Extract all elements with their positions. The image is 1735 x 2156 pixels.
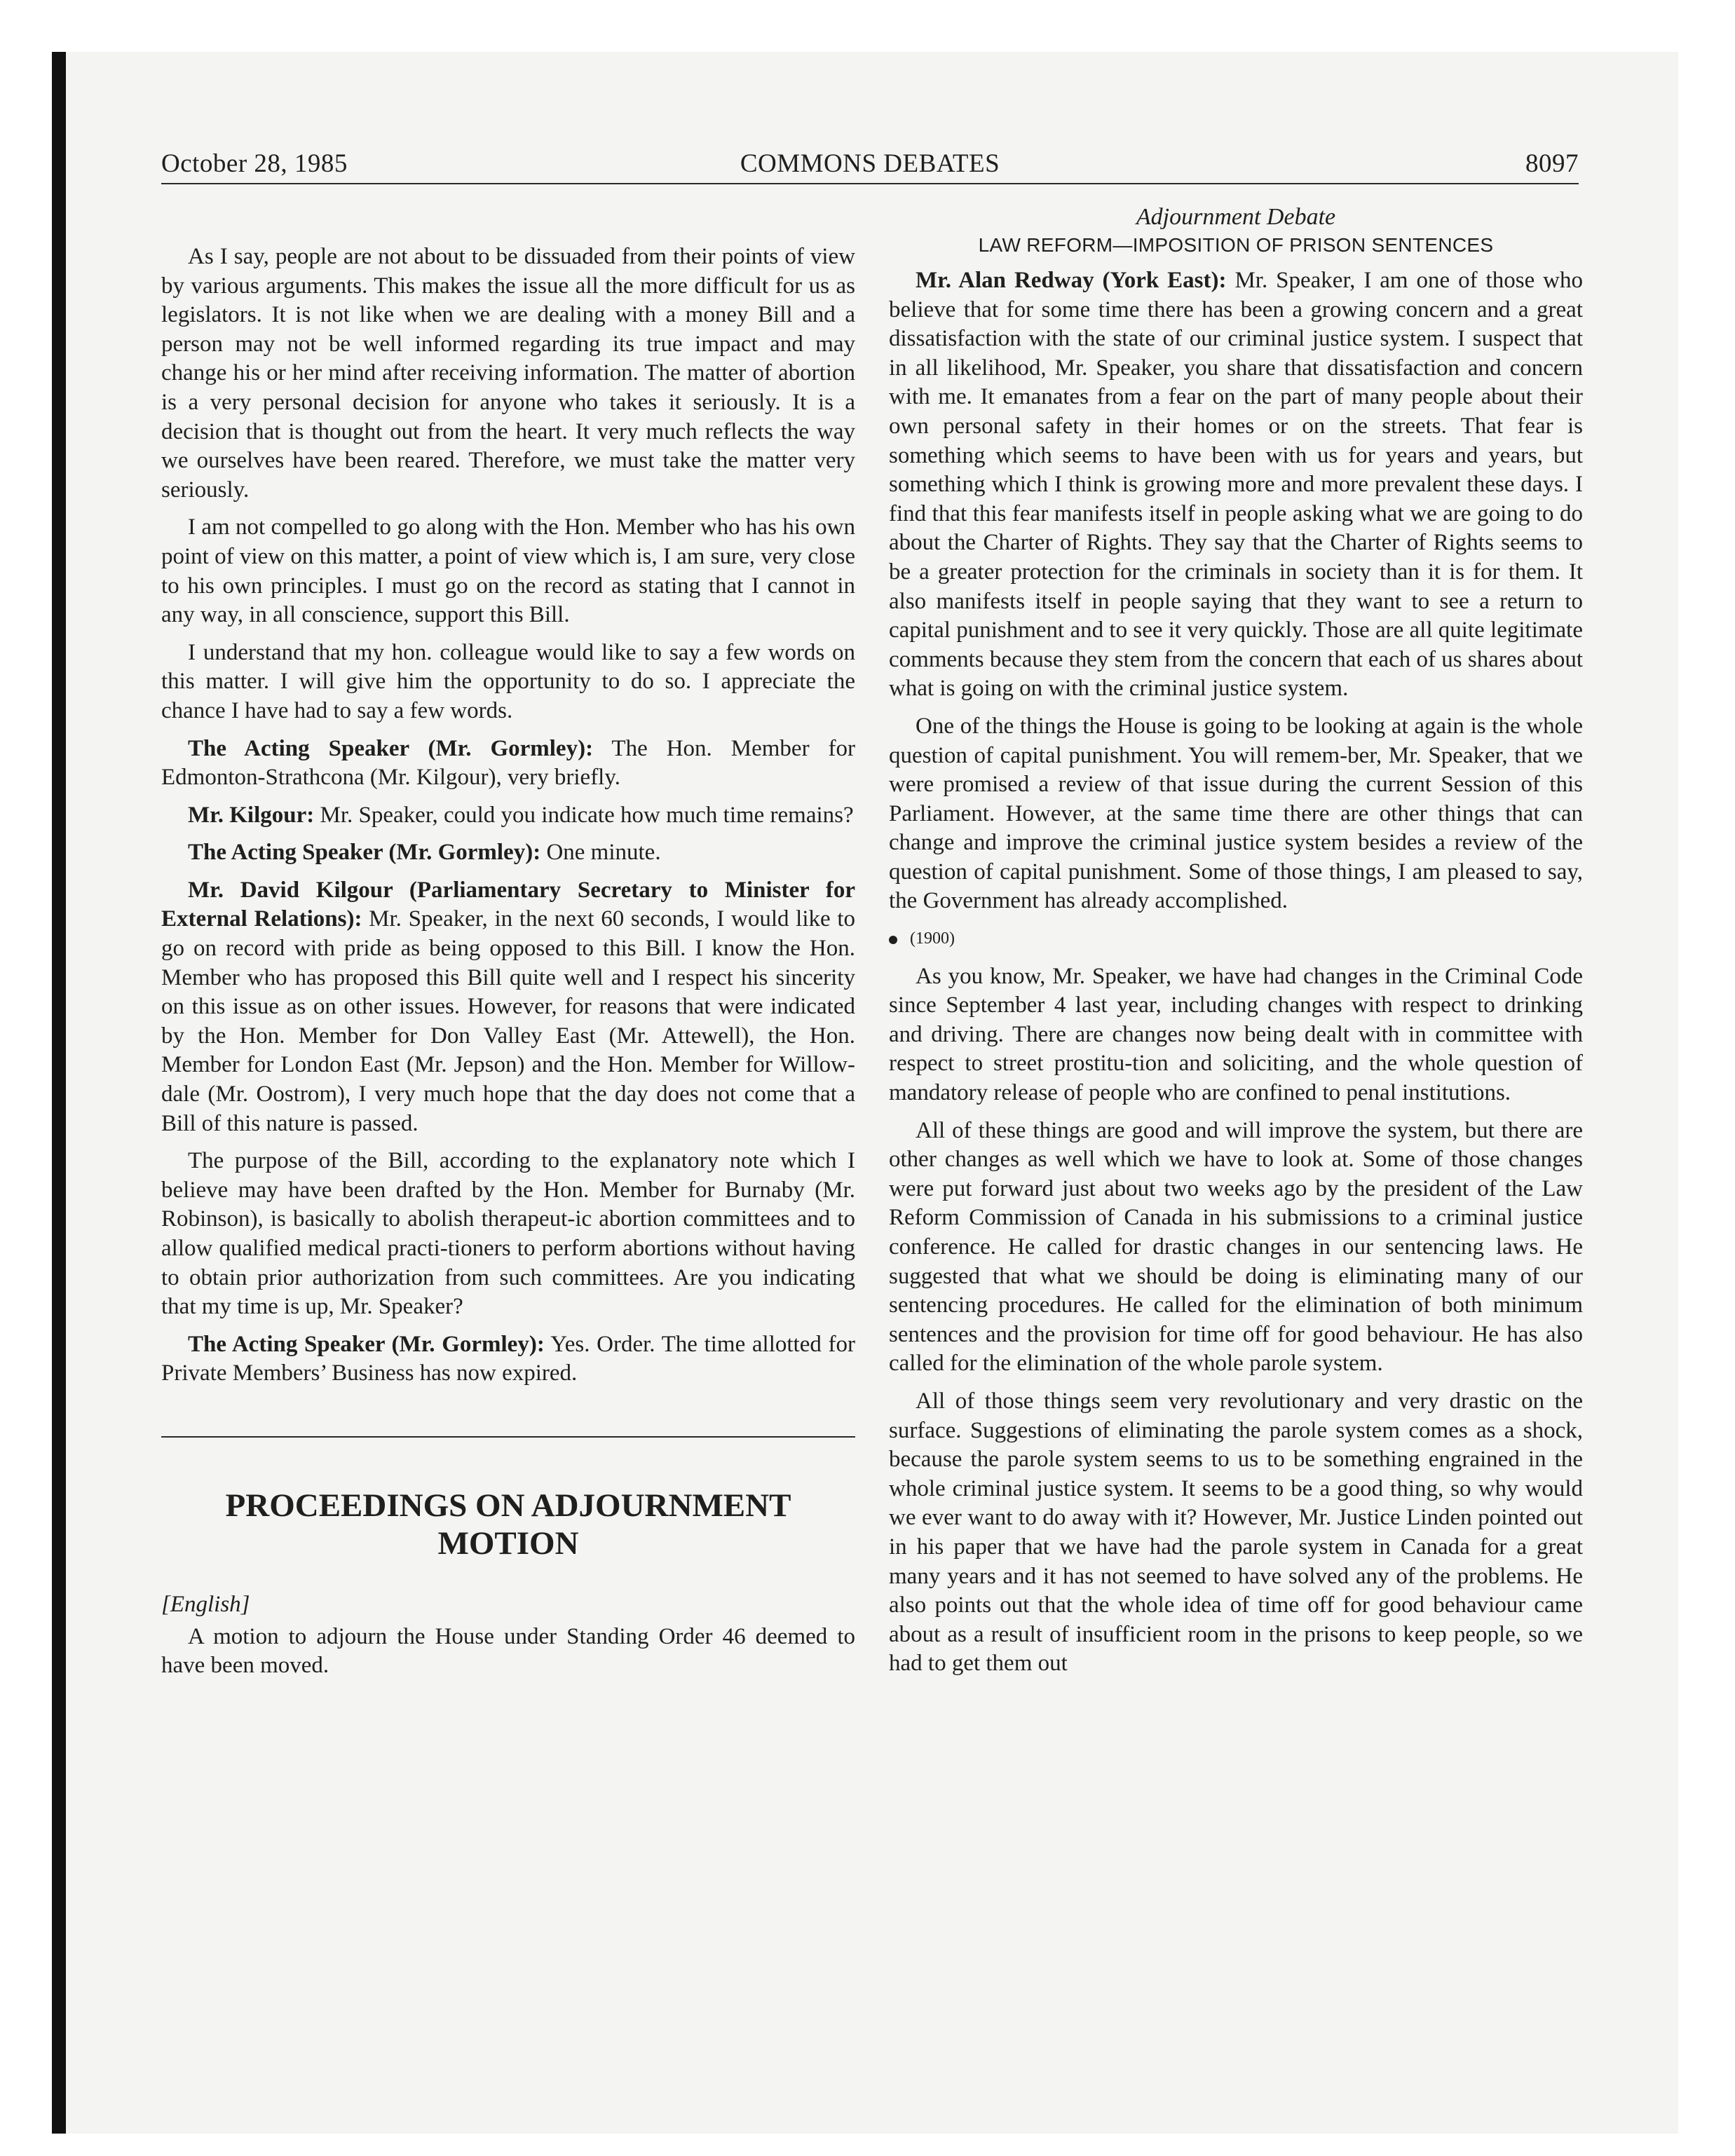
scan-edge	[52, 52, 66, 2134]
speech	[161, 1330, 855, 1389]
speech-text: The Hon. Member for Edmonton-Strathcona (Mr. Kilgour), very briefly.	[161, 735, 855, 791]
speech-text: Mr. Speaker, in the next 60 seconds, I would like to go on record with pride as being opposed to this Bill. I know the Hon. Member who has proposed this Bill quite well and I respect his sincerity on this issue as on other issues. However, for reasons that were indicated by the Hon. Member for Don Valley East (Mr. Attewell), the Hon. Member for London East (Mr. Jepson) and the Hon. Member for Willow-dale (Mr. Oostrom), I very much hope that the day does not come that a Bill of this nature is passed.	[161, 906, 855, 1136]
paragraph: I understand that my hon. colleague would like to say a few words on this matter. I will give him the opportunity to do so. I appreciate the chance I have had to say a few words.	[161, 639, 855, 723]
paragraph: All of these things are good and will improve the system, but there are other changes as well which we have to look at. Some of those changes were put forward just about two weeks ago by the president of the Law Reform Commission of Canada in his submissions to a criminal justice conference. He called for drastic changes in our sentencing laws. He suggested that what we should be doing is eliminating many of our sentencing procedures. He called for the elimination of both minimum sentences and the provision for time off for good behaviour. He has also called for the elimination of the whole parole system.	[889, 1117, 1583, 1377]
speaker-name: The Acting Speaker (Mr. Gormley):	[188, 735, 594, 761]
speech	[889, 266, 1583, 704]
page-header	[161, 149, 1579, 184]
header-title: COMMONS DEBATES	[740, 149, 1000, 178]
paragraph: As I say, people are not about to be dissuaded from their points of view by various arguments. This makes the issue all the more difficult for us as legislators. It is not like when we are dealing with a money Bill and a person may not be well informed regarding its true impact and may change his or her mind after receiving information. The matter of abortion is a very personal decision for anyone who takes it seriously. It is a decision that is thought out from the heart. It very much reflects the way we ourselves have been reared. Therefore, we must take the matter very seriously.	[161, 244, 855, 503]
section-title: Adjournment Debate	[1136, 204, 1336, 230]
speaker-name: The Acting Speaker (Mr. Gormley):	[188, 840, 541, 866]
speech-text: Mr. Speaker, could you indicate how much time remains?	[314, 802, 854, 828]
time-marker-label: (1900)	[910, 929, 955, 948]
right-column	[889, 203, 1583, 1679]
section-divider	[161, 1436, 855, 1438]
section-subtitle: LAW REFORM—IMPOSITION OF PRISON SENTENCES	[978, 234, 1494, 256]
speaker-name: The Acting Speaker (Mr. Gormley):	[188, 1331, 545, 1357]
speech-text: Yes. Order. The time allotted for Private Members’ Business has now expired.	[161, 1331, 855, 1386]
time-marker	[889, 925, 1583, 954]
speaker-name: Mr. Alan Redway (York East):	[916, 268, 1227, 293]
bullet-icon	[889, 936, 897, 944]
paragraph: One of the things the House is going to be looking at again is the whole question of capital punishment. You will remem-ber, Mr. Speaker, that we were promised a review of that issue during the current Session of this Parliament. However, at the same time there are other things that can change and improve the criminal justice system besides a review of the question of capital punishment. Some of those things, I am pleased to say, the Government has already accomplished.	[889, 713, 1583, 914]
language-note: [English]	[161, 1591, 250, 1617]
header-page-number: 8097	[1525, 149, 1579, 178]
paragraph: A motion to adjourn the House under Standing Order 46 deemed to have been moved.	[161, 1623, 855, 1679]
paragraph: I am not compelled to go along with the Hon. Member who has his own point of view on this matter, a point of view which is, I am sure, very close to his own principles. I must go on the record as stating that I cannot in any way, in all conscience, support this Bill.	[161, 514, 855, 628]
speech	[161, 876, 855, 1138]
speech-text: One minute.	[540, 840, 661, 866]
section-heading: PROCEEDINGS ON ADJOURNMENT MOTION	[225, 1487, 791, 1562]
speaker-name: Mr. Kilgour:	[188, 802, 315, 828]
header-rule	[161, 183, 1579, 184]
speech	[161, 801, 855, 831]
paragraph: All of those things seem very revolutionary and very drastic on the surface. Suggestions of eliminating the parole system comes as a shock, because the parole system seems to us to be something engrained in the whole criminal justice system. It seems to be a good thing, so why would we ever want to do away with it? However, Mr. Justice Linden pointed out in his paper that we have had the parole system in Canada for a great many years and it has not seemed to have solved any of the problems. He also points out that the whole idea of time off for good behaviour came about as a result of insufficient room in the prisons to keep people, so we had to get them out	[889, 1388, 1583, 1677]
speaker-name: Mr. David Kilgour (Parliamentary Secretary to Minister for External Relations):	[161, 877, 855, 932]
left-column	[161, 243, 855, 1689]
speech-text: Mr. Speaker, I am one of those who believe that for some time there has been a growing concern and a great dissatisfaction with the state of our criminal justice system. I suspect that in all likelihood, Mr. Speaker, you share that dissatisfaction and concern with me. It emanates from a fear on the part of many people about their own personal safety in their homes or on the streets. That fear is something which seems to have been with us for years and years, but something which I think is growing more and more prevalent these days. I find that this fear manifests itself in people asking what we are going to do about the Charter of Rights. They say that the Charter of Rights seems to be a greater protection for the criminals in society than it is for them. It also manifests itself in people saying that they want to see a return to capital punishment and to see it very quickly. Those are all quite legitimate comments because they stem from the concern that each of us shares about what is going on with the criminal justice system.	[889, 268, 1583, 702]
header-date: October 28, 1985	[161, 149, 348, 178]
paragraph: As you know, Mr. Speaker, we have had changes in the Criminal Code since September 4 last year, including changes with respect to drinking and driving. There are changes now being dealt with in committee with respect to street prostitu-tion and soliciting, and the whole question of mandatory release of people who are confined to penal institutions.	[889, 963, 1583, 1106]
speech	[161, 735, 855, 793]
speech	[161, 838, 855, 868]
paragraph: The purpose of the Bill, according to the explanatory note which I believe may have been drafted by the Hon. Member for Burnaby (Mr. Robinson), is basically to abolish therapeut-ic abortion committees and to allow qualified medical practi-tioners to perform abortions without having to obtain prior authorization from such committees. Are you indicating that my time is up, Mr. Speaker?	[161, 1148, 855, 1320]
